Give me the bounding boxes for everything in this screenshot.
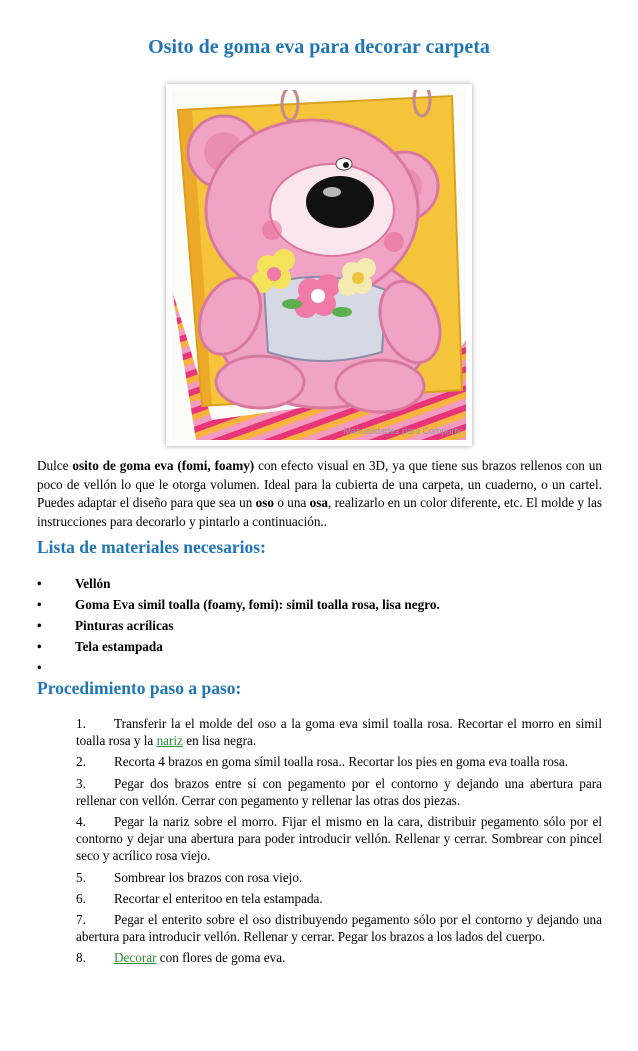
list-item: • Tela estampada [37, 639, 163, 654]
procedure-heading: Procedimiento paso a paso: [37, 678, 242, 698]
list-item: • Pinturas acrílicas [37, 618, 174, 633]
step-2: 2. Recorta 4 brazos en goma símil toalla rosa.. Recortar los pies en goma eva toalla rosa. [76, 754, 569, 770]
step-7: 7. Pegar el enterito sobre el oso distribuyendo pegamento sólo por el contorno y dejando una abertura para introducir vellón. Rellenar y cerrar. Pegar los brazos a los lados del cuerpo. [76, 912, 602, 945]
page-title: Osito de goma eva para decorar carpeta [148, 36, 490, 58]
materials-list [37, 573, 602, 678]
list-item: • Vellón [37, 576, 111, 591]
decorar-link[interactable]: Decorar [114, 950, 157, 966]
step-5: 5. Sombrear los brazos con rosa viejo. [76, 869, 303, 885]
intro-bold-osa: osa [309, 495, 328, 511]
intro-bold-title: osito de goma eva (fomi, foamy) [72, 458, 255, 473]
intro-paragraph: Dulce osito de goma eva (fomi, foamy) con efecto visual en 3D, ya que tiene sus brazos rellenos con un poco de vellón lo que le otorga volumen. Ideal para la cubierta de una carpeta, un cuaderno, o un cartel. Puedes adaptar el diseño para que sea un oso o una osa, realizarlo en un color diferente, etc. El molde y las instrucciones para decorarlo y pintarlo a continuación.. [37, 458, 603, 529]
materials-heading: Lista de materiales necesarios: [37, 537, 266, 557]
bear-illustration [172, 90, 466, 440]
bear-photo [166, 84, 472, 446]
step-3: 3. Pegar dos brazos entre sí con pegamento por el contorno y dejando una abertura para rellenar con vellón. Cerrar con pegamento y rellenar las otras dos piezas. [76, 775, 602, 808]
nariz-link[interactable]: nariz [156, 733, 183, 749]
step-1: 1. Transferir la el molde del oso a la goma eva simil toalla rosa. Recortar el morro en simil toalla rosa y la nariz en lisa negra. [76, 716, 602, 749]
watermark: Manualidades para Compartir [343, 426, 462, 436]
bear-nose [306, 176, 374, 228]
foot-right [336, 360, 424, 412]
list-item: • Goma Eva simil toalla (foamy, fomi): simil toalla rosa, lisa negro. [37, 597, 440, 612]
steps-list [76, 715, 602, 971]
intro-bold-oso: oso [255, 495, 274, 511]
foot-left [216, 356, 304, 408]
list-item: • [37, 660, 42, 675]
step-8: 8. Decorar con flores de goma eva. [76, 950, 286, 966]
step-4: 4. Pegar la nariz sobre el morro. Fijar el mismo en la cara, distribuir pegamento sólo por el contorno y dejar una abertura para poder introducir vellón. Rellenar y cerrar. Sombrear con pincel seco y acrílico rosa viejo. [76, 814, 602, 864]
step-6: 6. Recortar el enteritoo en tela estampada. [76, 890, 323, 906]
